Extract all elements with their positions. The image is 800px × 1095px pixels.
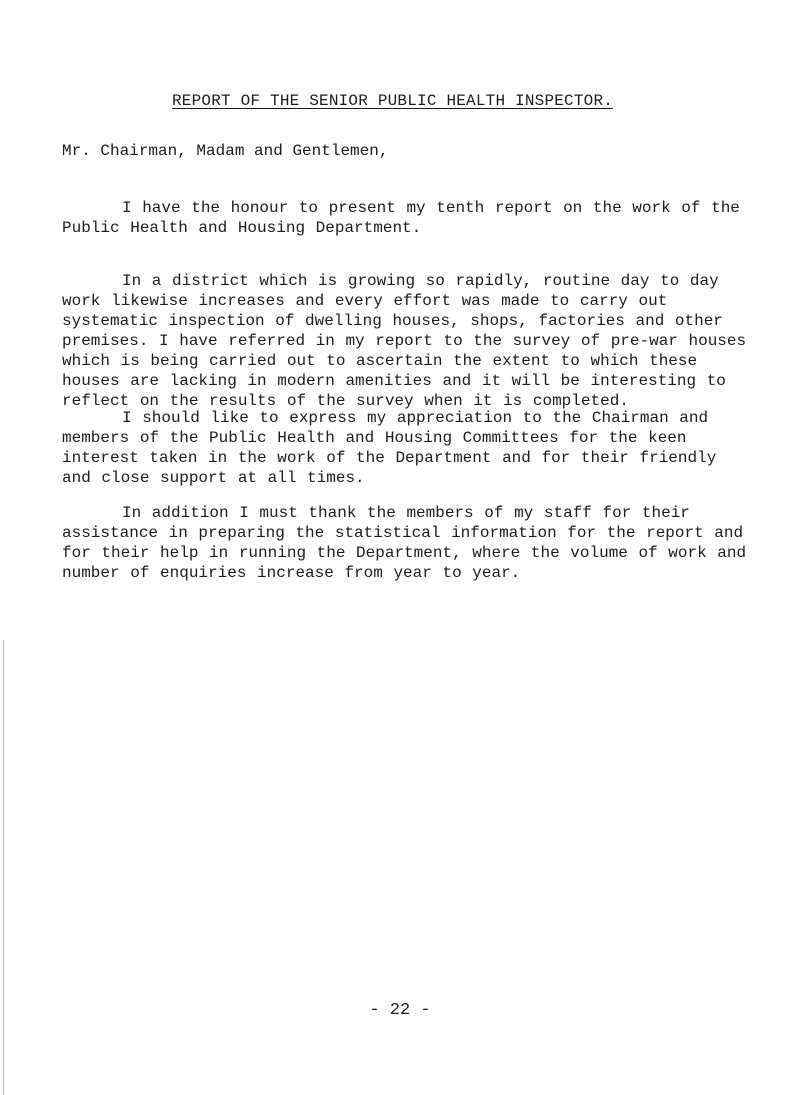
paragraph-3: I should like to express my appreciation to the Chairman and members of the Public Health and Housing Committees for the keen interest taken in the work of the Department and for their friendly and close support at all times. bbox=[62, 409, 717, 487]
page-number: - 22 - bbox=[369, 1001, 431, 1020]
report-title: REPORT OF THE SENIOR PUBLIC HEALTH INSPECTOR. bbox=[172, 92, 614, 110]
paragraph-4: In addition I must thank the members of my staff for their assistance in preparing the statistical information for the report and for their help in running the Department, where the volume of work and number of enquiries increase from year to year. bbox=[62, 504, 747, 582]
paragraph-2: In a district which is growing so rapidly, routine day to day work likewise increases and every effort was made to carry out systematic inspection of dwelling houses, shops, factories and other premises. I have referred in my report to the survey of pre-war houses which is being carried out to ascertain the extent to which these houses are lacking in modern amenities and it will be interesting to reflect on the results of the survey when it is completed. bbox=[62, 272, 747, 410]
salutation: Mr. Chairman, Madam and Gentlemen, bbox=[62, 142, 389, 160]
scan-edge-line bbox=[3, 640, 4, 1095]
paragraph-1: I have the honour to present my tenth report on the work of the Public Health and Housing Department. bbox=[62, 199, 740, 237]
